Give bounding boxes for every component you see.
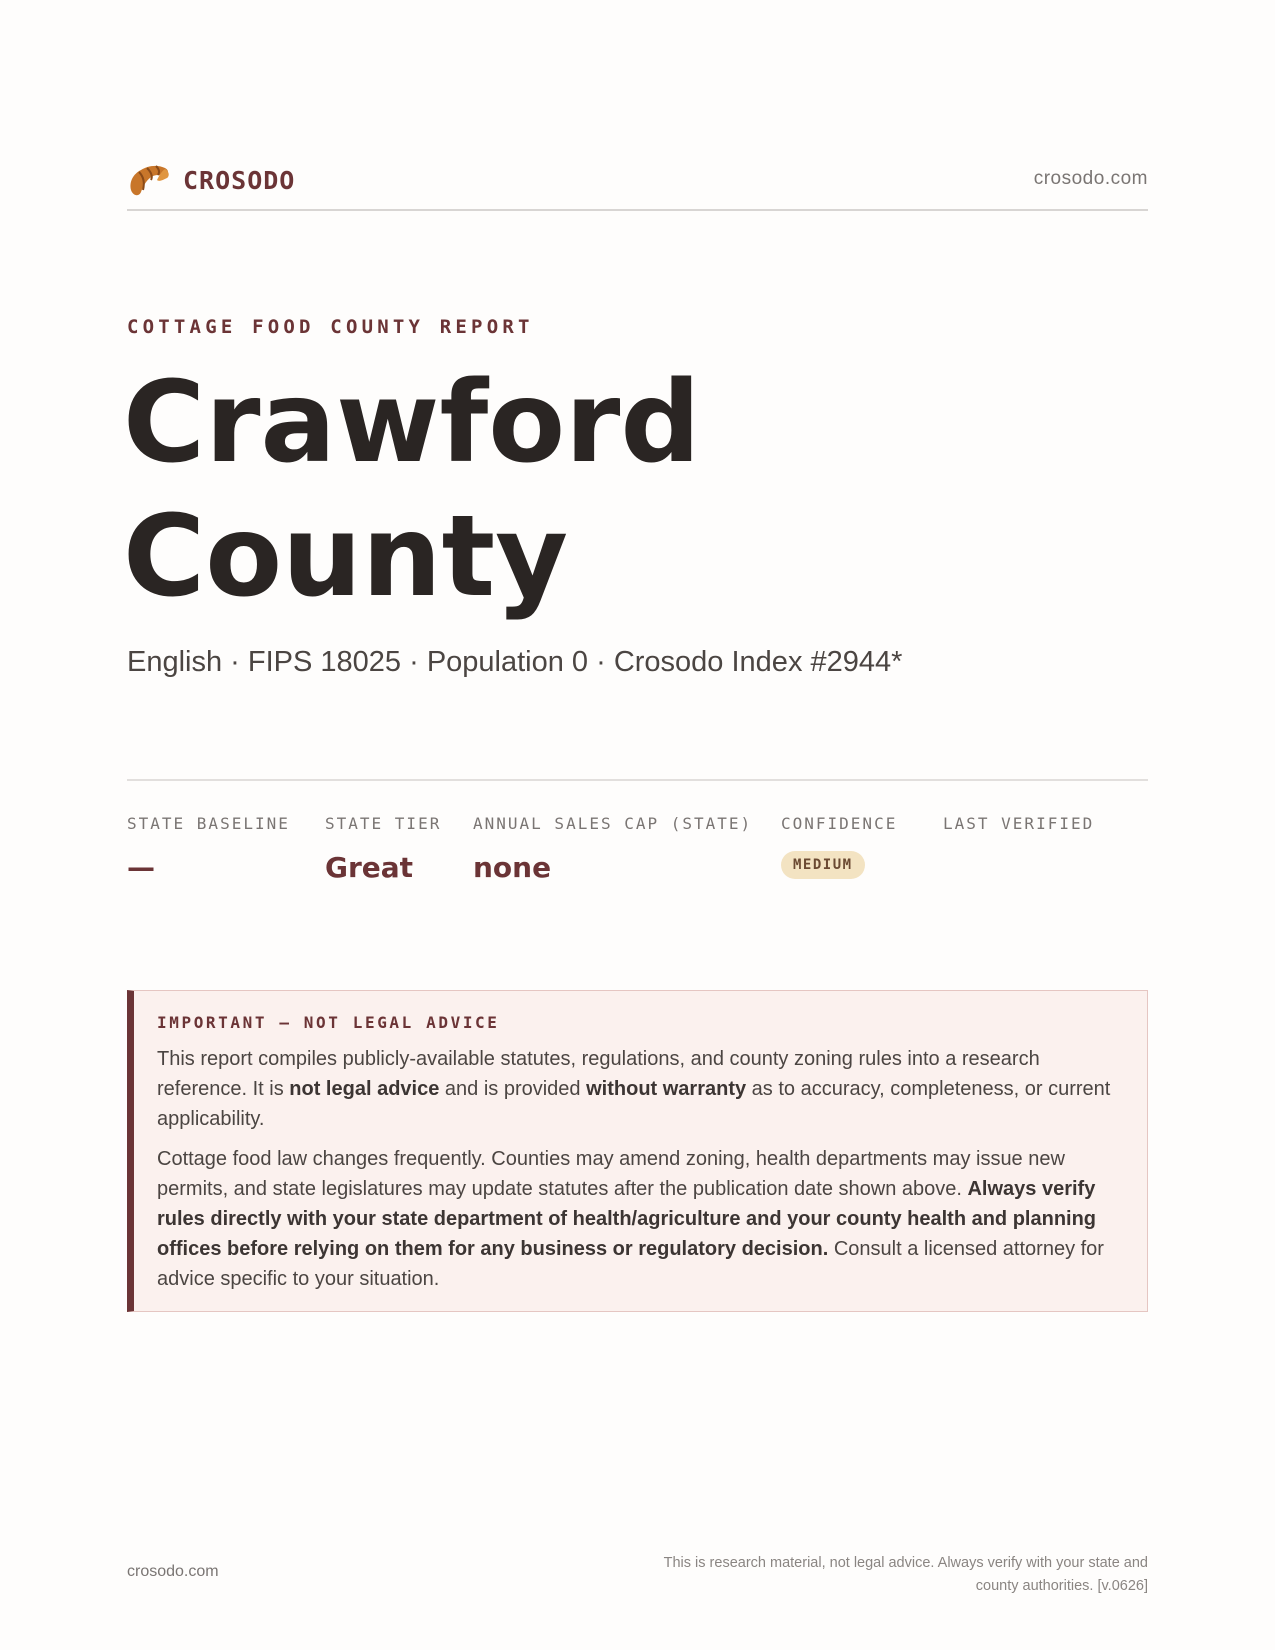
stat-label: ANNUAL SALES CAP (STATE): [473, 814, 753, 833]
header-site-url[interactable]: crosodo.com: [1033, 168, 1148, 189]
page-header: [127, 158, 1148, 208]
county-meta-line: English · FIPS 18025 · Population 0 · Crosodo Index #2944*: [127, 646, 903, 678]
notice-paragraph-1: This report compiles publicly-available statutes, regulations, and county zoning rules into a research reference. It is not legal advice and is provided without warranty as to accuracy, completeness, or current applicability.: [157, 1048, 1111, 1130]
stat-confidence: [781, 814, 897, 879]
header-divider: [127, 209, 1148, 211]
brand[interactable]: [127, 160, 295, 200]
stat-label: LAST VERIFIED: [943, 814, 1095, 833]
report-eyebrow: COTTAGE FOOD COUNTY REPORT: [127, 316, 534, 338]
stat-value: Great: [325, 851, 414, 884]
brand-name: CROSODO: [183, 165, 296, 195]
stat-label: STATE BASELINE: [127, 814, 290, 833]
report-page: [123, 0, 1148, 1650]
stat-value: —: [127, 851, 155, 884]
page-title: Crawford County: [123, 358, 701, 623]
stat-label: CONFIDENCE: [781, 814, 898, 833]
stat-state-tier: [325, 814, 441, 884]
footer-disclaimer: This is research material, not legal advice. Always verify with your state and county authorities. [v.0626]: [663, 1555, 1148, 1594]
notice-title: IMPORTANT — NOT LEGAL ADVICE: [157, 1013, 500, 1032]
stat-label: STATE TIER: [325, 814, 442, 833]
legal-notice: [127, 990, 1148, 1312]
stats-divider: [127, 779, 1148, 781]
stat-value: none: [473, 851, 552, 884]
stat-state-baseline: [127, 814, 290, 884]
stat-last-verified: [943, 814, 1094, 851]
footer-site-url[interactable]: crosodo.com: [127, 1563, 219, 1580]
notice-paragraph-2: Cottage food law changes frequently. Counties may amend zoning, health departments may issue new permits, and state legislatures may update statutes after the publication date shown above. Always verify rules directly with your state department of health/agriculture and your county health and planning offices before relying on them for any business or regulatory decision. Consult a licensed attorney for advice specific to your situation.: [157, 1148, 1104, 1290]
confidence-badge: MEDIUM: [781, 851, 865, 879]
croissant-icon: [127, 160, 171, 200]
stat-annual-sales-cap: [473, 814, 752, 884]
